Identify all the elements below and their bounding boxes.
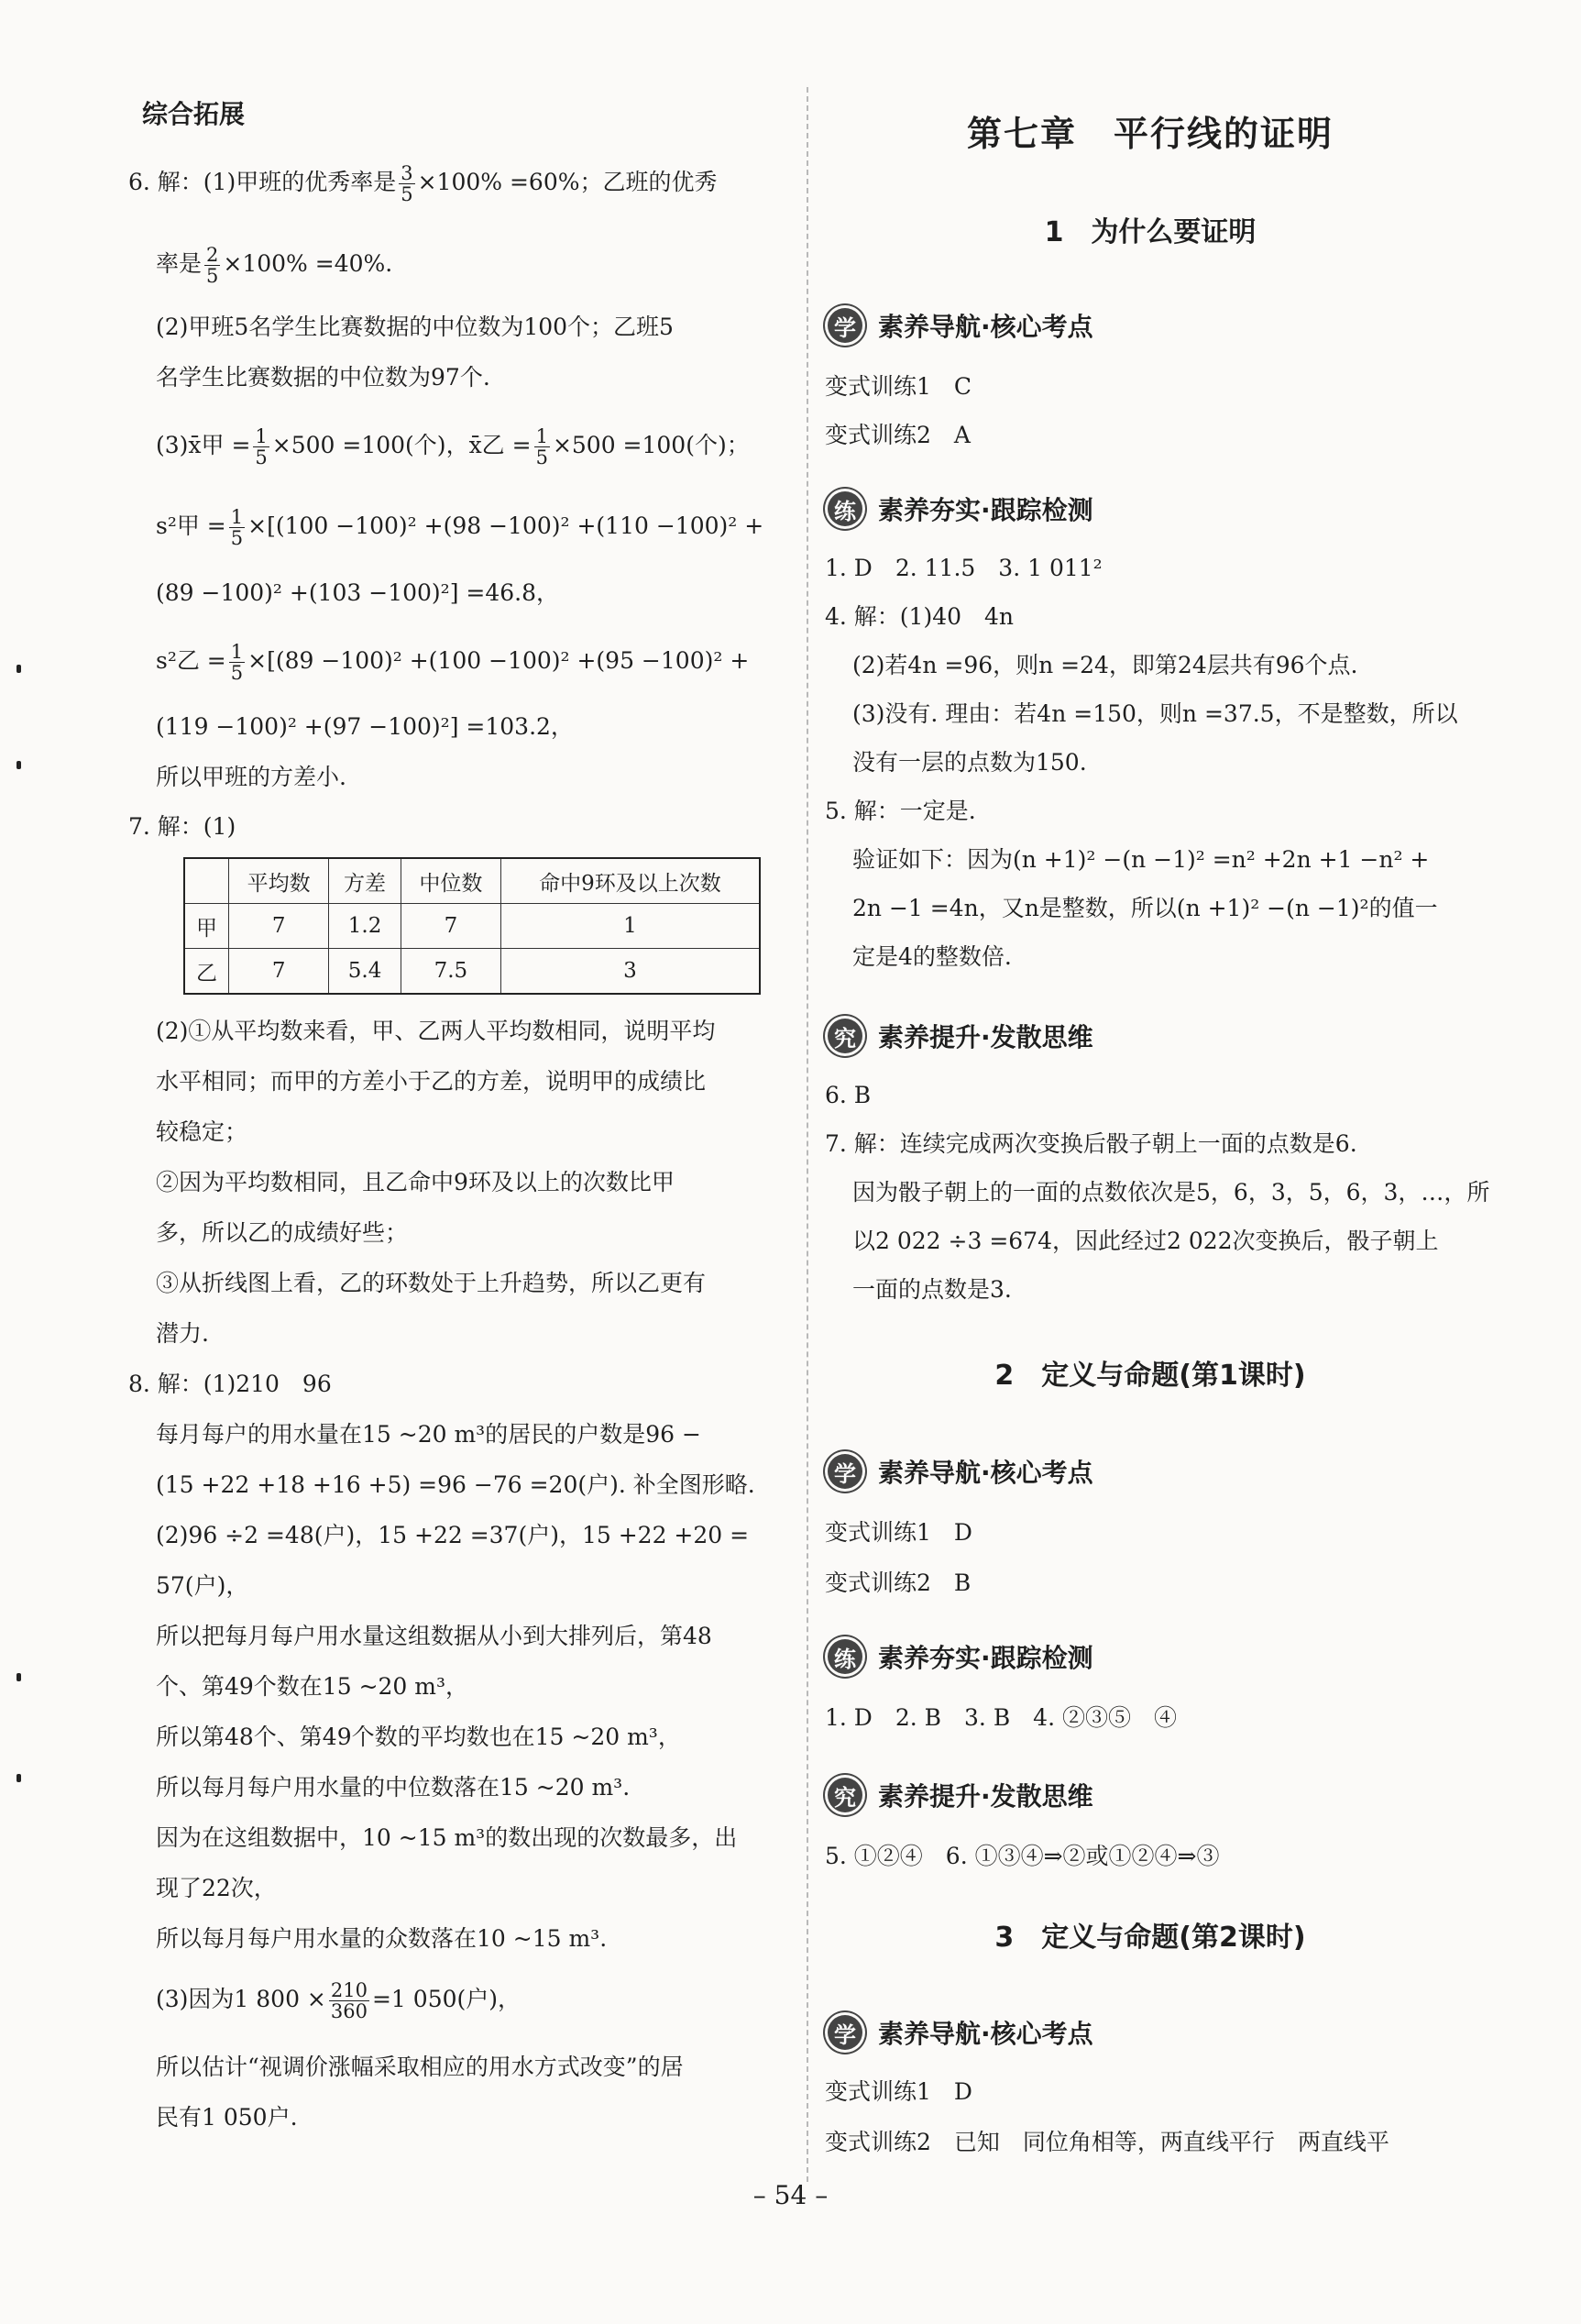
fraction: $\frac{1}{5}$ [230, 506, 244, 549]
section-title: 素养提升·发散思维 [878, 1781, 1093, 1812]
explore-badge-icon: 究 [825, 1016, 865, 1056]
q7-line-2: (2)①从平均数来看，甲、乙两人平均数相同，说明平均 [156, 1018, 716, 1044]
fraction: $\frac{1}{5}$ [230, 641, 244, 684]
answer-line: 变式训练1 C [825, 373, 972, 400]
table-cell: 甲 [184, 904, 229, 949]
q8-line-14: 所以估计“视调价涨幅采取相应的用水方式改变”的居 [156, 2054, 684, 2080]
q7-line-1: 7. 解：(1) [128, 813, 236, 840]
margin-mark [16, 761, 21, 769]
section-header [825, 1448, 1093, 1494]
table-cell: 5.4 [329, 949, 401, 995]
q8-line-15: 民有1 050户. [156, 2104, 298, 2131]
section-heading: 综合拓展 [142, 99, 246, 129]
q8-line-4: (2)96 ÷2 =48(户)，15 +22 =37(户)，15 +22 +20 = [156, 1522, 750, 1548]
q7-line-6: 多，所以乙的成绩好些； [156, 1219, 409, 1246]
q8-line-10: 因为在这组数据中，10 ~15 m³的数出现的次数最多，出 [156, 1824, 738, 1851]
q8-line-12: 所以每月每户用水量的众数落在10 ~15 m³. [156, 1925, 608, 1952]
q6-line-1: 6. 解：(1)甲班的优秀率是 $\frac{3}{5}$ ×100% =60%；乙班的优秀 [128, 162, 718, 205]
answer-line: 定是4的整数倍. [852, 943, 1012, 970]
answer-line: 7. 解：连续完成两次变换后骰子朝上一面的点数是6. [825, 1130, 1357, 1157]
answer-line: 变式训练1 D [825, 2078, 972, 2105]
section-title: 素养夯实·跟踪检测 [878, 1643, 1093, 1673]
study-badge-icon: 学 [825, 2012, 865, 2053]
section-header [825, 303, 1093, 348]
table-cell: 平均数 [229, 858, 329, 904]
page-number: – 54 – [752, 2180, 829, 2210]
answer-line: 变式训练2 A [825, 422, 971, 448]
table-cell: 乙 [184, 949, 229, 995]
fraction: $\frac{3}{5}$ [401, 162, 413, 205]
answer-line: 5. ①②④ 6. ①③④⇒②或①②④⇒③ [825, 1843, 1220, 1869]
q7-line-8: 潜力. [156, 1320, 209, 1347]
answer-line: 变式训练2 已知 同位角相等，两直线平行 两直线平 [825, 2129, 1389, 2155]
q6-line-9: (119 −100)² +(97 −100)²] =103.2， [156, 713, 574, 740]
practice-badge-icon: 练 [825, 489, 865, 529]
q7-line-4: 较稳定； [156, 1118, 248, 1145]
table-cell: 3 [500, 949, 760, 995]
table-cell: 7 [229, 949, 329, 995]
answer-line: 1. D 2. 11.5 3. 1 011² [825, 555, 1103, 581]
table-header-row [184, 858, 760, 904]
answer-line: 1. D 2. B 3. B 4. ②③⑤ ④ [825, 1704, 1177, 1731]
answer-line: 变式训练1 D [825, 1519, 972, 1546]
section-title: 素养导航·核心考点 [878, 2019, 1093, 2049]
q8-line-1: 8. 解：(1)210 96 [128, 1371, 332, 1397]
table-cell: 1 [500, 904, 760, 949]
q7-line-5: ②因为平均数相同，且乙命中9环及以上的次数比甲 [156, 1169, 675, 1195]
answer-line: 5. 解：一定是. [825, 798, 976, 824]
q6-line-10: 所以甲班的方差小. [156, 764, 346, 790]
section-title: 素养提升·发散思维 [878, 1022, 1093, 1052]
q6-line-8: s²乙 = $\frac{1}{5}$ ×[(89 −100)² +(100 −100)² +(95 −100)² + [156, 641, 750, 684]
section-title: 素养导航·核心考点 [878, 312, 1093, 342]
table-cell: 方差 [329, 858, 401, 904]
margin-mark [16, 665, 21, 673]
section-title: 素养导航·核心考点 [878, 1458, 1093, 1488]
table-cell: 7.5 [401, 949, 500, 995]
stats-table [183, 857, 761, 995]
table-cell: 中位数 [401, 858, 500, 904]
fraction: $\frac{2}{5}$ [206, 244, 219, 287]
answer-line: 验证如下：因为(n +1)² −(n −1)² =n² +2n +1 −n² + [852, 846, 1430, 873]
column-divider [807, 87, 808, 2182]
q6-line-2: 率是 $\frac{2}{5}$ ×100% =40%. [156, 244, 393, 287]
practice-badge-icon: 练 [825, 1636, 865, 1677]
margin-mark [16, 1673, 21, 1681]
section-header [825, 1013, 1093, 1059]
study-badge-icon: 学 [825, 1451, 865, 1492]
answer-line: 以2 022 ÷3 =674，因此经过2 022次变换后，骰子朝上 [852, 1228, 1439, 1254]
table-cell: 1.2 [329, 904, 401, 949]
q7-line-7: ③从折线图上看，乙的环数处于上升趋势，所以乙更有 [156, 1270, 707, 1296]
q8-line-6: 所以把每月每户用水量这组数据从小到大排列后，第48 [156, 1623, 712, 1649]
study-badge-icon: 学 [825, 305, 865, 346]
lesson-title: 3 定义与命题(第2课时) [994, 1922, 1306, 1954]
section-header [825, 1634, 1093, 1680]
lesson-title: 2 定义与命题(第1课时) [994, 1360, 1306, 1392]
q6-line-4: 名学生比赛数据的中位数为97个. [156, 364, 490, 391]
section-title: 素养夯实·跟踪检测 [878, 495, 1093, 525]
table-row [184, 904, 760, 949]
q8-line-5: 57(户)， [156, 1572, 249, 1599]
q6-line-6: s²甲 = $\frac{1}{5}$ ×[(100 −100)² +(98 −100)² +(110 −100)² + [156, 506, 764, 549]
q8-line-3: (15 +22 +18 +16 +5) =96 −76 =20(户). 补全图形略. [156, 1471, 755, 1498]
fraction: $\frac{1}{5}$ [255, 425, 268, 468]
answer-line: 6. B [825, 1082, 872, 1108]
section-header [825, 2010, 1093, 2055]
answer-line: 没有一层的点数为150. [852, 749, 1087, 776]
table-row [184, 949, 760, 995]
lesson-title: 1 为什么要证明 [1044, 216, 1257, 248]
q8-line-8: 所以第48个、第49个数的平均数也在15 ~20 m³， [156, 1724, 681, 1750]
table-cell: 命中9环及以上次数 [500, 858, 760, 904]
q8-line-7: 个、第49个数在15 ~20 m³， [156, 1673, 469, 1700]
answer-line: 2n −1 =4n，又n是整数，所以(n +1)² −(n −1)²的值一 [852, 895, 1438, 921]
q8-line-2: 每月每户的用水量在15 ~20 m³的居民的户数是96 − [156, 1421, 701, 1448]
chapter-title: 第七章 平行线的证明 [966, 114, 1334, 154]
q6-line-5: (3)x̄甲 = $\frac{1}{5}$ ×500 =100(个)，x̄乙 = $\frac{1}{5}$ ×500 =100(个)； [156, 425, 750, 468]
fraction: $\frac{1}{5}$ [535, 425, 548, 468]
answer-line: 4. 解：(1)40 4n [825, 603, 1015, 630]
table-cell: 7 [401, 904, 500, 949]
q8-line-13: (3)因为1 800 × $\frac{210}{360}$ =1 050(户)， [156, 1979, 522, 2022]
answer-line: 因为骰子朝上的一面的点数依次是5，6，3，5，6，3，…，所 [852, 1179, 1490, 1206]
table-cell: 7 [229, 904, 329, 949]
section-header [825, 1772, 1093, 1818]
table-cell [184, 858, 229, 904]
explore-badge-icon: 究 [825, 1775, 865, 1815]
section-header [825, 486, 1093, 532]
answer-line: 一面的点数是3. [852, 1276, 1012, 1303]
q6-line-3: (2)甲班5名学生比赛数据的中位数为100个；乙班5 [156, 314, 674, 340]
answer-line: 变式训练2 B [825, 1570, 972, 1596]
answer-line: (2)若4n =96，则n =24，即第24层共有96个点. [852, 652, 1358, 678]
q8-line-11: 现了22次， [156, 1875, 277, 1901]
fraction: $\frac{210}{360}$ [330, 1979, 368, 2022]
answer-line: (3)没有. 理由：若4n =150，则n =37.5，不是整数，所以 [852, 700, 1458, 727]
q7-line-3: 水平相同；而甲的方差小于乙的方差，说明甲的成绩比 [156, 1068, 707, 1095]
margin-mark [16, 1774, 21, 1782]
q8-line-9: 所以每月每户用水量的中位数落在15 ~20 m³. [156, 1774, 631, 1801]
q6-line-7: (89 −100)² +(103 −100)²] =46.8， [156, 579, 560, 606]
